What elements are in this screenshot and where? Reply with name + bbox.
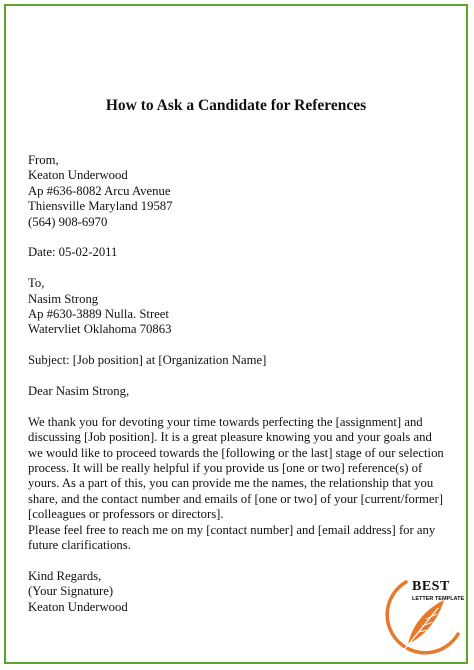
body-line: we would like to proceed towards the [following or the last] stage of our selection [28,445,444,460]
sender-address-line-2: Thiensville Maryland 19587 [28,199,173,214]
body-line: process. It will be really helpful if you provide us [one or two] reference(s) of [28,461,423,476]
body-line: We thank you for devoting your time towards perfecting the [assignment] and [28,414,423,429]
subject-line: Subject: [Job position] at [Organization Name] [28,353,267,368]
to-label: To, [28,276,45,291]
body-line: yours. As a part of this, you can provide me the names, the relationship that you [28,476,434,491]
recipient-name: Nasim Strong [28,291,99,306]
body-line: [colleagues or professors or directors]. [28,507,224,522]
sender-phone: (564) 908-6970 [28,214,108,229]
logo-subtitle: LETTER TEMPLATE [412,596,465,602]
recipient-address-line-1: Ap #630-3889 Nulla. Street [28,307,169,322]
closing-signature: (Your Signature) [28,584,114,599]
feather-icon [404,600,444,650]
logo-word: BEST [412,579,450,594]
from-label: From, [28,153,59,167]
body-line: discussing [Job position]. It is a great pleasure knowing you and your goals and [28,430,432,445]
sender-name: Keaton Underwood [28,168,128,183]
body-line: Please feel free to reach me on my [contact number] and [email address] for any [28,522,436,537]
letter-page [4,4,468,664]
body-line: share, and the contact number and emails of [one or two] of your [current/former] [28,491,444,506]
sender-address-line-1: Ap #636-8082 Arcu Avenue [28,183,171,198]
closing-name: Keaton Underwood [28,599,128,614]
closing-regards: Kind Regards, [28,568,102,583]
best-letter-template-logo [378,574,468,660]
salutation: Dear Nasim Strong, [28,384,130,399]
recipient-address-line-2: Watervliet Oklahoma 70863 [28,322,172,337]
page-title: How to Ask a Candidate for References [105,97,367,114]
body-line: future clarifications. [28,538,131,553]
letter-body [28,153,448,615]
letter-date: Date: 05-02-2011 [28,245,118,260]
